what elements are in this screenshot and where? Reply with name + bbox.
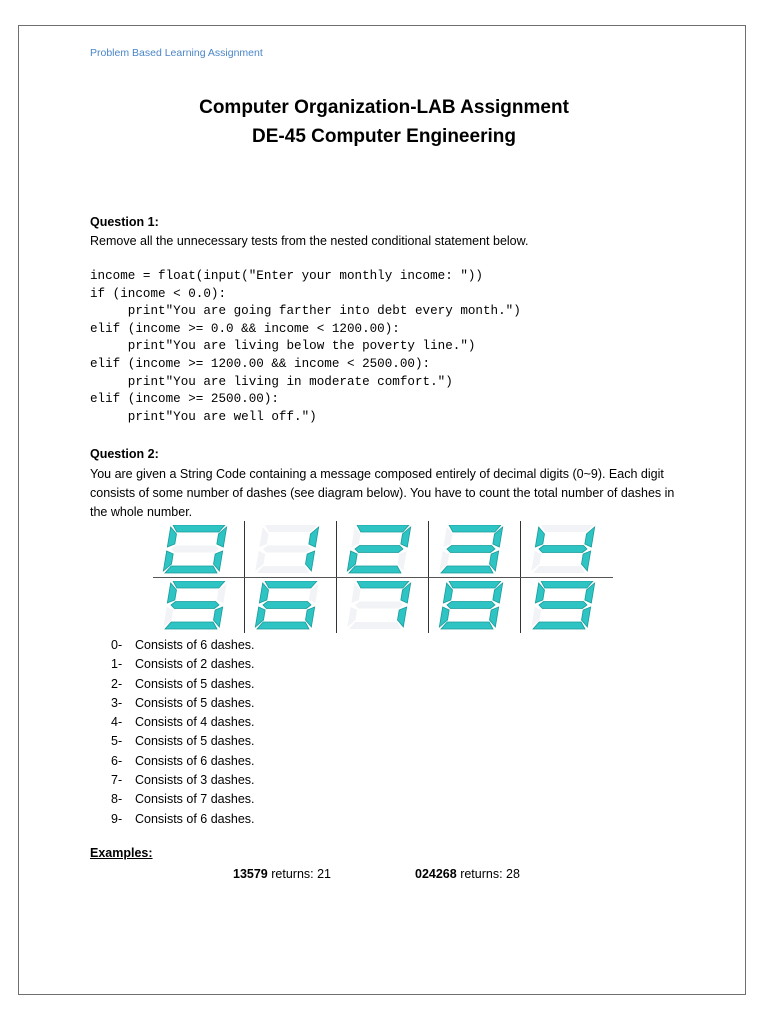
example-2-input: 024268 [415, 867, 457, 881]
dash-list-item [111, 655, 255, 674]
segment-g [171, 602, 219, 609]
dash-list-item [111, 675, 255, 694]
example-2 [415, 867, 520, 881]
dash-list-number: 5- [111, 734, 123, 749]
segment-f [535, 583, 544, 603]
segment-c [306, 551, 315, 571]
seven-segment-9-icon [527, 581, 611, 631]
digit-9 [521, 577, 613, 633]
segment-a [449, 525, 501, 532]
digit-8 [429, 577, 521, 633]
segment-c [306, 607, 315, 627]
dash-list-item [111, 810, 255, 829]
segment-d [441, 566, 493, 573]
segment-f [259, 527, 268, 547]
title-line-1: Computer Organization-LAB Assignment [199, 97, 569, 118]
example-1-result: returns: 21 [267, 867, 331, 881]
digit-1 [245, 521, 337, 577]
seven-segment-3-icon [435, 525, 519, 575]
segment-a [449, 581, 501, 588]
segment-d [257, 622, 309, 629]
segment-c [214, 551, 223, 571]
dash-list-item [111, 694, 255, 713]
segment-c [398, 607, 407, 627]
segment-g [171, 546, 219, 553]
segment-f [535, 527, 544, 547]
digit-4 [521, 521, 613, 577]
segment-f [351, 583, 360, 603]
segment-a [173, 525, 225, 532]
segment-a [357, 581, 409, 588]
segment-g [447, 602, 495, 609]
digit-2 [337, 521, 429, 577]
example-2-result: returns: 28 [456, 867, 520, 881]
dash-list-number: 4- [111, 715, 123, 730]
dash-list-text: Consists of 5 dashes. [135, 734, 255, 749]
seven-segment-2-icon [343, 525, 427, 575]
segment-c [214, 607, 223, 627]
dash-count-list [111, 636, 255, 829]
segment-a [541, 581, 593, 588]
dash-list-item [111, 752, 255, 771]
segment-d [257, 566, 309, 573]
dash-list-number: 9- [111, 811, 123, 826]
examples-label: Examples: [90, 846, 153, 860]
dash-list-number: 8- [111, 792, 123, 807]
segment-c [398, 551, 407, 571]
grid-divider [153, 577, 613, 578]
dash-list-item [111, 771, 255, 790]
header-label: Problem Based Learning Assignment [90, 47, 263, 59]
segment-a [357, 525, 409, 532]
segment-d [533, 566, 585, 573]
dash-list-text: Consists of 2 dashes. [135, 657, 255, 672]
question-1-heading: Question 1: [90, 215, 159, 229]
digit-0 [153, 521, 245, 577]
seven-segment-8-icon [435, 581, 519, 631]
seven-segment-4-icon [527, 525, 611, 575]
dash-list-text: Consists of 6 dashes. [135, 753, 255, 768]
segment-c [490, 551, 499, 571]
dash-list-text: Consists of 7 dashes. [135, 792, 255, 807]
dash-list-number: 7- [111, 773, 123, 788]
segment-c [582, 607, 591, 627]
dash-list-text: Consists of 3 dashes. [135, 773, 255, 788]
segment-f [443, 583, 452, 603]
dash-list-item [111, 713, 255, 732]
dash-list-text: Consists of 4 dashes. [135, 715, 255, 730]
seven-segment-0-icon [159, 525, 243, 575]
segment-a [265, 525, 317, 532]
segment-d [441, 622, 493, 629]
segment-d [165, 566, 217, 573]
segment-g [355, 546, 403, 553]
segment-g [447, 546, 495, 553]
segment-f [167, 527, 176, 547]
dash-list-number: 1- [111, 657, 123, 672]
dash-list-item [111, 636, 255, 655]
dash-list-text: Consists of 6 dashes. [135, 638, 255, 652]
dash-list-number: 6- [111, 753, 123, 768]
dash-list-number: 0- [111, 638, 123, 652]
segment-c [582, 551, 591, 571]
dash-list-text: Consists of 5 dashes. [135, 695, 255, 710]
seven-segment-5-icon [159, 581, 243, 631]
segment-d [165, 622, 217, 629]
segment-d [349, 566, 401, 573]
digit-5 [153, 577, 245, 633]
segment-f [259, 583, 268, 603]
segment-d [533, 622, 585, 629]
digit-6 [245, 577, 337, 633]
segment-c [490, 607, 499, 627]
question-2-heading: Question 2: [90, 447, 159, 461]
segment-g [539, 546, 587, 553]
segment-a [265, 581, 317, 588]
example-1-input: 13579 [233, 867, 268, 881]
question-1-text: Remove all the unnecessary tests from the nested conditional statement below. [90, 234, 529, 248]
dash-list-text: Consists of 6 dashes. [135, 811, 255, 826]
seven-segment-1-icon [251, 525, 335, 575]
seven-segment-6-icon [251, 581, 335, 631]
segment-f [351, 527, 360, 547]
title-line-2: DE-45 Computer Engineering [252, 126, 516, 147]
digit-3 [429, 521, 521, 577]
dash-list-number: 3- [111, 695, 123, 710]
code-block: income = float(input("Enter your monthly income: ")) if (income < 0.0): print"You are going farther into debt every month.") elif (income >= 0.0 && income < 1200.00): print"You are living below the poverty line.") elif (income >= 1200.00 && income < 2500.00): print"You are living in moderate comfort.") elif (income >= 2500.00): print"You are well off.") [90, 269, 521, 424]
segment-d [349, 622, 401, 629]
segment-g [263, 602, 311, 609]
example-1 [233, 867, 331, 881]
segment-f [167, 583, 176, 603]
segment-g [263, 546, 311, 553]
dash-list-item [111, 790, 255, 809]
segment-g [355, 602, 403, 609]
segment-a [541, 525, 593, 532]
seven-segment-diagram [153, 521, 613, 633]
segment-g [539, 602, 587, 609]
segment-f [443, 527, 452, 547]
segment-a [173, 581, 225, 588]
dash-list-item [111, 732, 255, 751]
question-2-text: You are given a String Code containing a message composed entirely of decimal digits (0~9). Each digit consists of some number of dashes (see diagram below). You have to count the total number of dashes in the whole number. [90, 467, 675, 519]
digit-7 [337, 577, 429, 633]
seven-segment-7-icon [343, 581, 427, 631]
dash-list-text: Consists of 5 dashes. [135, 676, 255, 691]
dash-list-number: 2- [111, 676, 123, 691]
